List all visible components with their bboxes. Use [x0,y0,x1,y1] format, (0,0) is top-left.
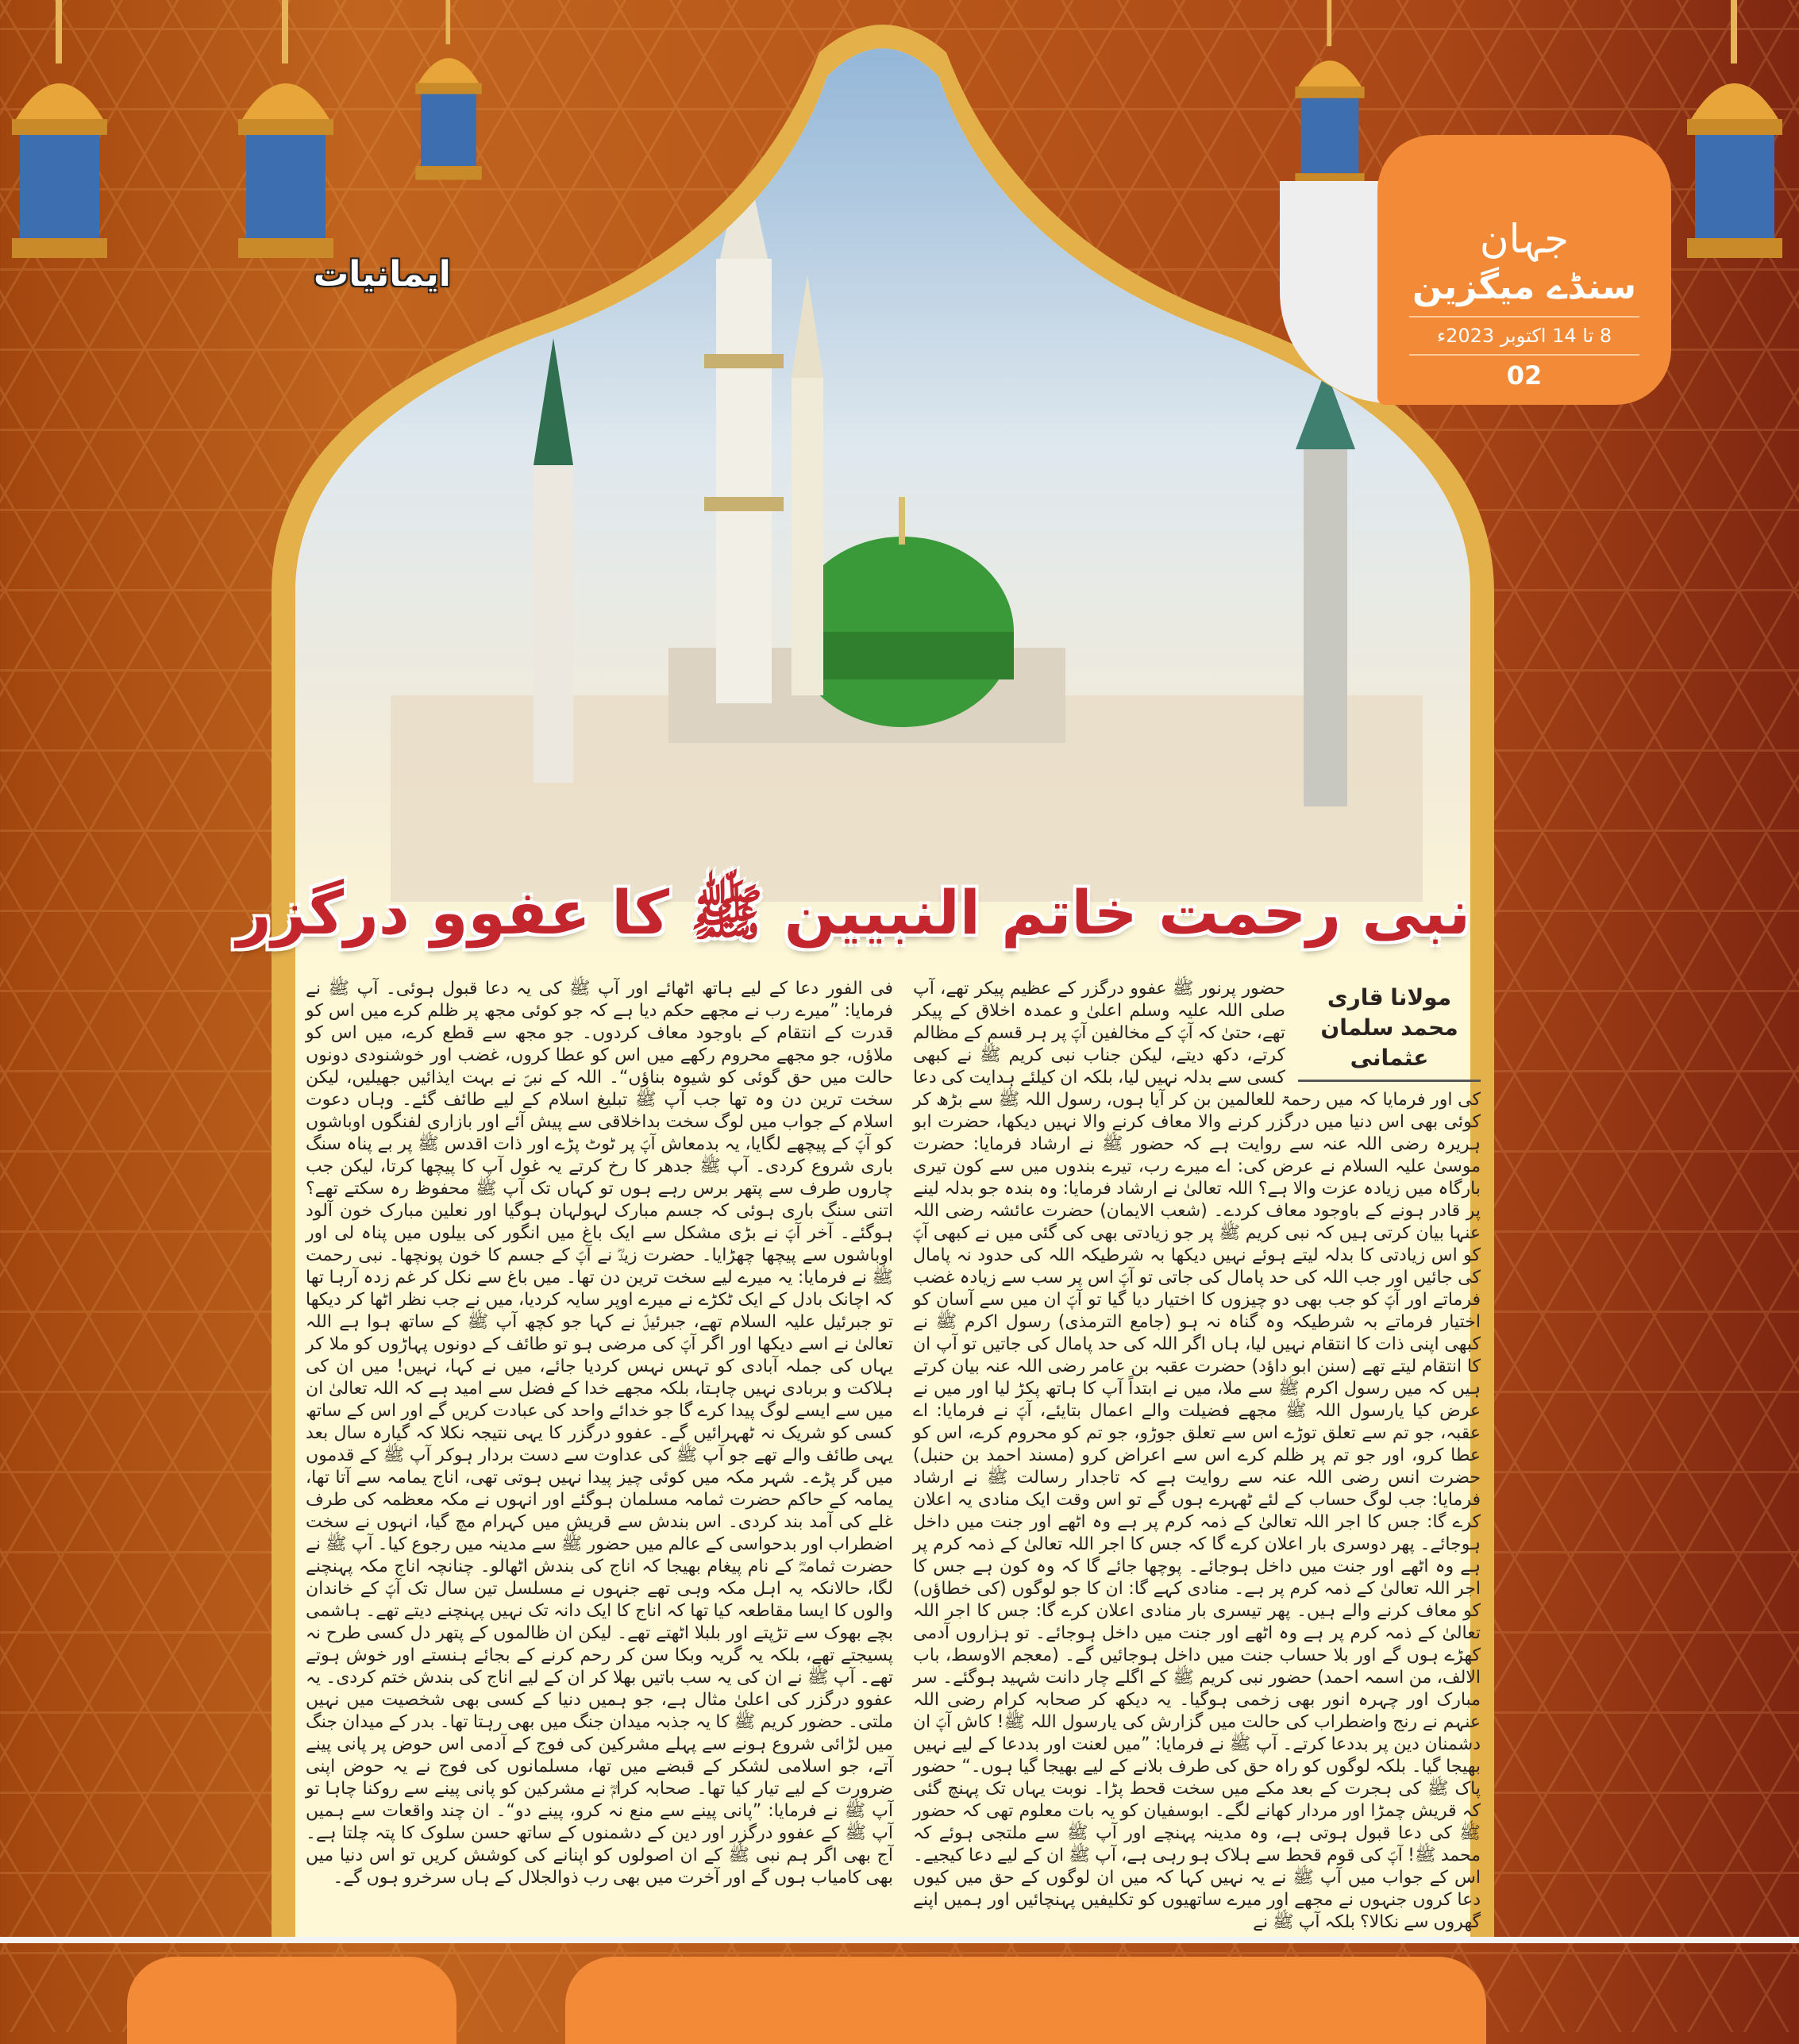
article-column-right [913,978,1481,1934]
lantern-icon [0,0,119,262]
page-number: 02 [1506,360,1543,391]
author-byline: مولانا قاری محمد سلمان عثمانی [1298,983,1481,1082]
footer-tab [127,1957,456,2044]
lantern-icon [1675,0,1794,262]
magazine-subtitle: سنڈے میگزین [1412,267,1637,307]
article-title: نبی رحمت خاتم النبیین ﷺ کا عفوو درگزر [236,877,1470,948]
article-column-left: فی الفور دعا کے لیے ہاتھ اٹھائے اور آپ ﷺ کی یہ دعا قبول ہوئی۔ آپ ﷺ نے فرمایا: ”میرے رب نے مجھے حکم دیا ہے کہ جو کوئی مجھ پر ظلم کرے میں اس کو قدرت کے انتقام کے باوجود معاف کردوں۔ جو مجھ سے قطع کرے، میں اس کو ملاؤں، جو مجھے محروم رکھے میں اس کو عطا کروں، غضب اور خوشنودی دونوں حالت میں حق گوئی کو شیوہ بناؤں“۔ اللہ کے نبیؐ نے بہت ایذائیں جھیلیں، لیکن سخت ترین دن وہ تھا جب آپ ﷺ تبلیغ اسلام کے لیے طائف گئے۔ وہاں دعوت اسلام کے جواب میں لوگ سخت بداخلاقی سے پیش آئے اور بازاری لفنگوں اوباشوں کو آپؐ کے پیچھے لگایا، یہ بدمعاش آپؐ پر ٹوٹ پڑے اور ذات اقدس ﷺ پر بے پناہ سنگ باری شروع کردی۔ آپ ﷺ جدھر کا رخ کرتے یہ غول آپ کا پیچھا کرتا، لیکن جب چاروں طرف سے پتھر برس رہے ہوں تو کہاں تک آپ ﷺ محفوظ رہ سکتے تھے؟ اتنی سنگ باری ہوئی کہ جسم مبارک لہولہان ہوگیا اور نعلین مبارک خون آلود ہوگئے۔ آخر آپؐ نے بڑی مشکل سے ایک باغ میں انگور کی بیلوں میں پناہ لی اور اوباشوں سے پیچھا چھڑایا۔ حضرت زیدؓ نے آپؐ کے جسم کا خون پونچھا۔ نبی رحمت ﷺ نے فرمایا: یہ میرے لیے سخت ترین دن تھا۔ میں باغ سے نکل کر غم زدہ آرہا تھا کہ اچانک بادل کے ایک ٹکڑے نے میرے اوپر سایہ کردیا، میں نے جب نظر اٹھا کر دیکھا تو جبرئیل علیہ السلام تھے، جبرئیلؑ نے کہا جو کچھ آپ ﷺ کے ساتھ ہوا ہے اللہ تعالیٰ نے اسے دیکھا اور اگر آپؐ کی مرضی ہو تو طائف کے دونوں پہاڑوں کو ملا کر یہاں کی جملہ آبادی کو تہس نہس کردیا جائے، میں نے کہا، نہیں! میں ان کی ہلاکت و بربادی نہیں چاہتا، بلکہ مجھے خدا کے فضل سے امید ہے کہ اللہ تعالیٰ ان میں سے ایسے لوگ پیدا کرے گا جو خدائے واحد کی عبادت کریں گے اور اس کے ساتھ کسی کو شریک نہ ٹھہرائیں گے۔ عفوو درگزر کا یہی نتیجہ نکلا کہ گیارہ سال بعد یہی طائف والے تھے جو آپ ﷺ کی عداوت سے دست بردار ہوکر آپ ﷺ کے قدموں میں گر پڑے۔ شہر مکہ میں کوئی چیز پیدا نہیں ہوتی تھی، اناج یمامہ سے آتا تھا، یمامہ کے حاکم حضرت ثمامہ مسلمان ہوگئے اور انہوں نے مکہ معظمہ کی طرف غلے کی آمد بند کردی۔ اس بندش سے قریش میں کہرام مچ گیا، انہوں نے سخت اضطراب اور بدحواسی کے عالم میں حضور ﷺ سے مدینہ میں رجوع کیا۔ آپ ﷺ نے حضرت ثمامہؓ کے نام پیغام بھیجا کہ اناج کی بندش اٹھالو۔ چنانچہ اناج مکہ پہنچنے لگا، حالانکہ یہ اہل مکہ وہی تھے جنہوں نے مسلسل تین سال تک آپؐ کے خاندان والوں کا ایسا مقاطعہ کیا تھا کہ اناج کا ایک دانہ تک نہیں پہنچنے دیتے تھے۔ ہاشمی بچے بھوک سے تڑپتے اور بلبلا اٹھتے تھے۔ لیکن ان ظالموں کے پتھر دل کسی طرح نہ پسیجتے تھے، بلکہ یہ گریہ وبکا سن کر رحم کرنے کے بجائے ہنستے اور خوش ہوتے تھے۔ آپ ﷺ نے ان کی یہ سب باتیں بھلا کر ان کے لیے اناج کی بندش ختم کردی۔ یہ عفوو درگزر کی اعلیٰ مثال ہے، جو ہمیں دنیا کے کسی بھی شخصیت میں نہیں ملتی۔ حضور کریم ﷺ کا یہ جذبہ میدان جنگ میں بھی رہتا تھا۔ بدر کے میدان جنگ میں لڑائی شروع ہونے سے پہلے مشرکین کی فوج کے آدمی اس حوض پر پانی پینے آتے، جو اسلامی لشکر کے قبضے میں تھا، مسلمانوں کی فوج نے یہ حوض اپنی ضرورت کے لیے تیار کیا تھا۔ صحابہ کرامؓ نے مشرکین کو پانی پینے سے روکنا چاہا تو آپ ﷺ نے فرمایا: ”پانی پینے سے منع نہ کرو، پینے دو“۔ ان چند واقعات سے ہمیں آپ ﷺ کے عفوو درگزر اور دین کے دشمنوں کے ساتھ حسن سلوک کا پتہ چلتا ہے۔ آج بھی اگر ہم نبی ﷺ کے ان اصولوں کو اپنانے کی کوشش کریں تو اس دنیا میں بھی کامیاب ہوں گے اور آخرت میں بھی رب ذوالجلال کے ہاں سرخرو ہوں گے۔ [306,979,893,1888]
issue-date: 8 تا 14 اکتوبر 2023ء [1436,325,1612,347]
magazine-name: جہان [1479,216,1570,262]
divider [1409,354,1639,356]
footer-rule [0,1937,1799,1943]
column-text: حضور پرنور ﷺ عفوو درگزر کے عظیم پیکر تھے، آپ صلی اللہ علیہ وسلم اعلیٰ و عمدہ اخلاق کے پیکر تھے، حتیٰ کہ آپؐ کے مخالفین آپؐ پر ہر قسم کے مظالم کرتے، دکھ دیتے، لیکن جناب نبی کریم ﷺ نے کبھی کسی سے بدلہ نہیں لیا، بلکہ ان کیلئے ہدایت کی دعا کی اور فرمایا کہ میں رحمۃ للعالمین بن کر آیا ہوں، رسول اللہ ﷺ سے بڑھ کر کوئی بھی اس دنیا میں درگزر کرنے والا معاف کرنے والا نہیں دیکھا، حضرت ابو ہریرہ رضی اللہ عنہ سے روایت ہے کہ حضور ﷺ نے ارشاد فرمایا: حضرت موسیٰ علیہ السلام نے عرض کی: اے میرے رب، تیرے بندوں میں سے کون تیری بارگاہ میں زیادہ عزت والا ہے؟ اللہ تعالیٰ نے ارشاد فرمایا: وہ بندہ جو بدلہ لینے پر قادر ہونے کے باوجود معاف کردے۔ (شعب الایمان) حضرت عائشہ رضی اللہ عنہا بیان کرتی ہیں کہ نبی کریم ﷺ پر جو زیادتی بھی کی گئی میں نے کبھی آپؐ کو اس زیادتی کا بدلہ لیتے ہوئے نہیں دیکھا بہ شرطیکہ اللہ کی حدود نہ پامال کی جائیں اور جب اللہ کی حد پامال کی جاتی تو آپؐ اس پر سب سے زیادہ غضب فرماتے اور آپؐ کو جب بھی دو چیزوں کا اختیار دیا گیا تو آپؐ ان میں سے آسان کو اختیار فرماتے بہ شرطیکہ وہ گناہ نہ ہو (جامع الترمذی) رسول اکرم ﷺ نے کبھی اپنی ذات کا انتقام نہیں لیا، ہاں اگر اللہ کی حد پامال کی جاتیں تو آپ ان کا انتقام لیتے تھے (سنن ابو داؤد) حضرت عقبہ بن عامر رضی اللہ عنہ بیان کرتے ہیں کہ میں رسول اکرم ﷺ سے ملا، میں نے ابتداً آپ کا ہاتھ پکڑ لیا اور میں نے عرض کیا یارسول اللہ ﷺ مجھے فضیلت والے اعمال بتایئے، آپؐ نے فرمایا: اے عقبہ، جو تم سے تعلق توڑے اس سے تعلق جوڑو، جو تم کو محروم کرے، اس کو عطا کرو، اور جو تم پر ظلم کرے اس سے اعراض کرو (مسند احمد بن حنبل) حضرت انس رضی اللہ عنہ سے روایت ہے کہ تاجدار رسالت ﷺ نے ارشاد فرمایا: جب لوگ حساب کے لئے ٹھہرے ہوں گے تو اس وقت ایک منادی یہ اعلان کرے گا: جس کا اجر اللہ تعالیٰ کے ذمہ کرم پر ہے وہ اٹھے اور جنت میں داخل ہوجائے۔ پھر دوسری بار اعلان کرے گا کہ جس کا اجر اللہ تعالیٰ کے ذمہ کرم پر ہے وہ اٹھے اور جنت میں داخل ہوجائے۔ پوچھا جائے گا کہ وہ کون ہے جس کا اجر اللہ تعالیٰ کے ذمہ کرم پر ہے۔ منادی کہے گا: ان کا جو لوگوں (کی خطاؤں) کو معاف کرنے والے ہیں۔ پھر تیسری بار منادی اعلان کرے گا: جس کا اجر اللہ تعالیٰ کے ذمہ کرم پر ہے وہ اٹھے اور جنت میں داخل ہوجائے۔ تو ہزاروں آدمی کھڑے ہوں گے اور بلا حساب جنت میں داخل ہوجائیں گے۔ (معجم الاوسط، باب الالف، من اسمہ احمد) حضور نبی کریم ﷺ کے اگلے چار دانت شہید ہوگئے۔ سر مبارک اور چہرہ انور بھی زخمی ہوگیا۔ یہ دیکھ کر صحابہ کرام رضی اللہ عنہم نے رنج واضطراب کی حالت میں گزارش کی یارسول اللہ ﷺ! کاش آپؐ ان دشمنان دین پر بددعا کرتے۔ آپ ﷺ نے فرمایا: ”میں لعنت اور بددعا کے لیے نہیں بھیجا گیا۔ بلکہ لوگوں کو راہ حق کی طرف بلانے کے لیے بھیجا گیا ہوں۔“ حضور پاک ﷺ کی ہجرت کے بعد مکے میں سخت قحط پڑا۔ نوبت یہاں تک پہنچ گئی کہ قریش چمڑا اور مردار کھانے لگے۔ ابوسفیان کو یہ بات معلوم تھی کہ حضور ﷺ کی دعا قبول ہوتی ہے، وہ مدینہ پہنچے اور آپ ﷺ سے ملتجی ہوئے کہ محمد ﷺ! آپؐ کی قوم قحط سے ہلاک ہو رہی ہے، آپ ﷺ ان کے لیے دعا کیجیے۔ اس کے جواب میں آپ ﷺ نے یہ نہیں کہا کہ میں ان لوگوں کے حق میں کیوں دعا کروں جنہوں نے مجھے اور میرے ساتھیوں کو تکلیفیں پہنچائیں اور ہمیں اپنے گھروں سے نکالا؟ بلکہ آپ ﷺ نے [913,979,1481,1932]
divider [1409,316,1639,318]
footer-tab [565,1957,1486,2044]
masthead-badge [1377,135,1671,405]
section-label: ایمانیات [314,254,451,294]
